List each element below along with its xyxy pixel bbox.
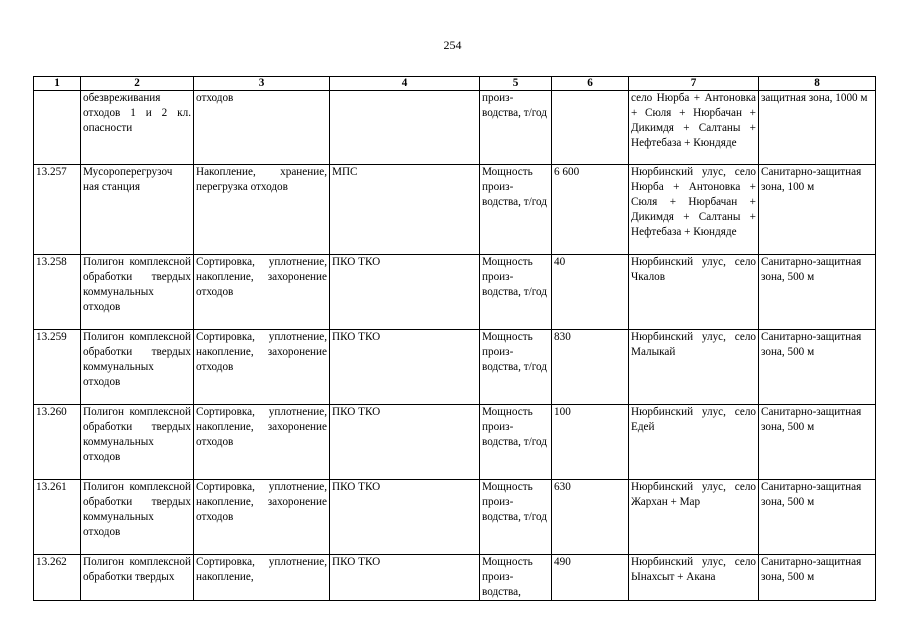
table-row: [34, 91, 876, 165]
cell-location: Нюрбинский улус, село Малыкай: [629, 330, 759, 405]
cell-purpose: Сортировка, уплотнение, накопление, захоронение отходов: [194, 255, 330, 330]
cell-type: ПКО ТКО: [330, 255, 480, 330]
table-row: [34, 405, 876, 480]
column-header: 4: [330, 77, 480, 91]
cell-type: ПКО ТКО: [330, 330, 480, 405]
cell-characteristic: Мощность произ-водства, т/год: [480, 480, 552, 555]
cell-zone: Санитарно-защитная зона, 500 м: [759, 555, 876, 601]
cell-value: 830: [552, 330, 629, 405]
cell-zone: Санитарно-защитная зона, 500 м: [759, 330, 876, 405]
column-header: 2: [81, 77, 194, 91]
cell-object-name: Полигон комплексной обработки твердых: [81, 555, 194, 601]
cell-type: ПКО ТКО: [330, 480, 480, 555]
cell-location: село Нюрба + Антоновка + Сюля + Нюрбачан + Дикимдя + Салтаны + Нефтебаза + Кюндяде: [629, 91, 759, 165]
column-header: 1: [34, 77, 81, 91]
cell-number: 13.257: [34, 165, 81, 255]
cell-purpose: Сортировка, уплотнение, накопление, захоронение отходов: [194, 405, 330, 480]
table-row: [34, 255, 876, 330]
cell-number: [34, 91, 81, 165]
cell-object-name: Полигон комплексной обработки твердых коммунальных отходов: [81, 255, 194, 330]
table-row: [34, 555, 876, 601]
cell-zone: Санитарно-защитная зона, 100 м: [759, 165, 876, 255]
cell-characteristic: Мощность произ-водства, т/год: [480, 165, 552, 255]
register-table: [33, 76, 876, 601]
cell-value: 630: [552, 480, 629, 555]
cell-purpose: Сортировка, уплотнение, накопление,: [194, 555, 330, 601]
cell-characteristic: Мощность произ-водства,: [480, 555, 552, 601]
header-row: [34, 77, 876, 91]
cell-type: [330, 91, 480, 165]
column-header: 3: [194, 77, 330, 91]
cell-value: 40: [552, 255, 629, 330]
cell-value: [552, 91, 629, 165]
cell-characteristic: Мощность произ-водства, т/год: [480, 405, 552, 480]
column-header: 7: [629, 77, 759, 91]
cell-type: МПС: [330, 165, 480, 255]
cell-value: 6 600: [552, 165, 629, 255]
cell-object-name: Полигон комплексной обработки твердых коммунальных отходов: [81, 405, 194, 480]
cell-type: ПКО ТКО: [330, 405, 480, 480]
cell-characteristic: Мощность произ-водства, т/год: [480, 255, 552, 330]
cell-zone: Санитарно-защитная зона, 500 м: [759, 405, 876, 480]
cell-characteristic: Мощность произ-водства, т/год: [480, 330, 552, 405]
page-number: 254: [443, 38, 462, 52]
cell-purpose: Накопление, хранение, перегрузка отходов: [194, 165, 330, 255]
cell-location: Нюрбинский улус, село Едей: [629, 405, 759, 480]
cell-number: 13.262: [34, 555, 81, 601]
cell-purpose: Сортировка, уплотнение, накопление, захоронение отходов: [194, 330, 330, 405]
cell-object-name: Полигон комплексной обработки твердых коммунальных отходов: [81, 330, 194, 405]
column-header: 6: [552, 77, 629, 91]
cell-location: Нюрбинский улус, село Ынахсыт + Акана: [629, 555, 759, 601]
cell-value: 100: [552, 405, 629, 480]
cell-purpose: отходов: [194, 91, 330, 165]
cell-purpose: Сортировка, уплотнение, накопление, захоронение отходов: [194, 480, 330, 555]
cell-object-name: Мусороперегрузоч ная станция: [81, 165, 194, 255]
column-header: 8: [759, 77, 876, 91]
cell-number: 13.260: [34, 405, 81, 480]
cell-object-name: Полигон комплексной обработки твердых коммунальных отходов: [81, 480, 194, 555]
cell-object-name: обезвреживания отходов 1 и 2 кл. опасности: [81, 91, 194, 165]
cell-zone: Санитарно-защитная зона, 500 м: [759, 255, 876, 330]
table-row: [34, 480, 876, 555]
cell-location: Нюрбинский улус, село Чкалов: [629, 255, 759, 330]
cell-location: Нюрбинский улус, село Жархан + Мар: [629, 480, 759, 555]
column-header: 5: [480, 77, 552, 91]
cell-characteristic: произ-водства, т/год: [480, 91, 552, 165]
cell-number: 13.259: [34, 330, 81, 405]
cell-zone: Санитарно-защитная зона, 500 м: [759, 480, 876, 555]
cell-value: 490: [552, 555, 629, 601]
cell-number: 13.258: [34, 255, 81, 330]
table-row: [34, 330, 876, 405]
cell-zone: защитная зона, 1000 м: [759, 91, 876, 165]
cell-location: Нюрбинский улус, село Нюрба + Антоновка + Сюля + Нюрбачан + Дикимдя + Салтаны + Нефтебаза + Кюндяде: [629, 165, 759, 255]
table-row: [34, 165, 876, 255]
cell-type: ПКО ТКО: [330, 555, 480, 601]
cell-number: 13.261: [34, 480, 81, 555]
